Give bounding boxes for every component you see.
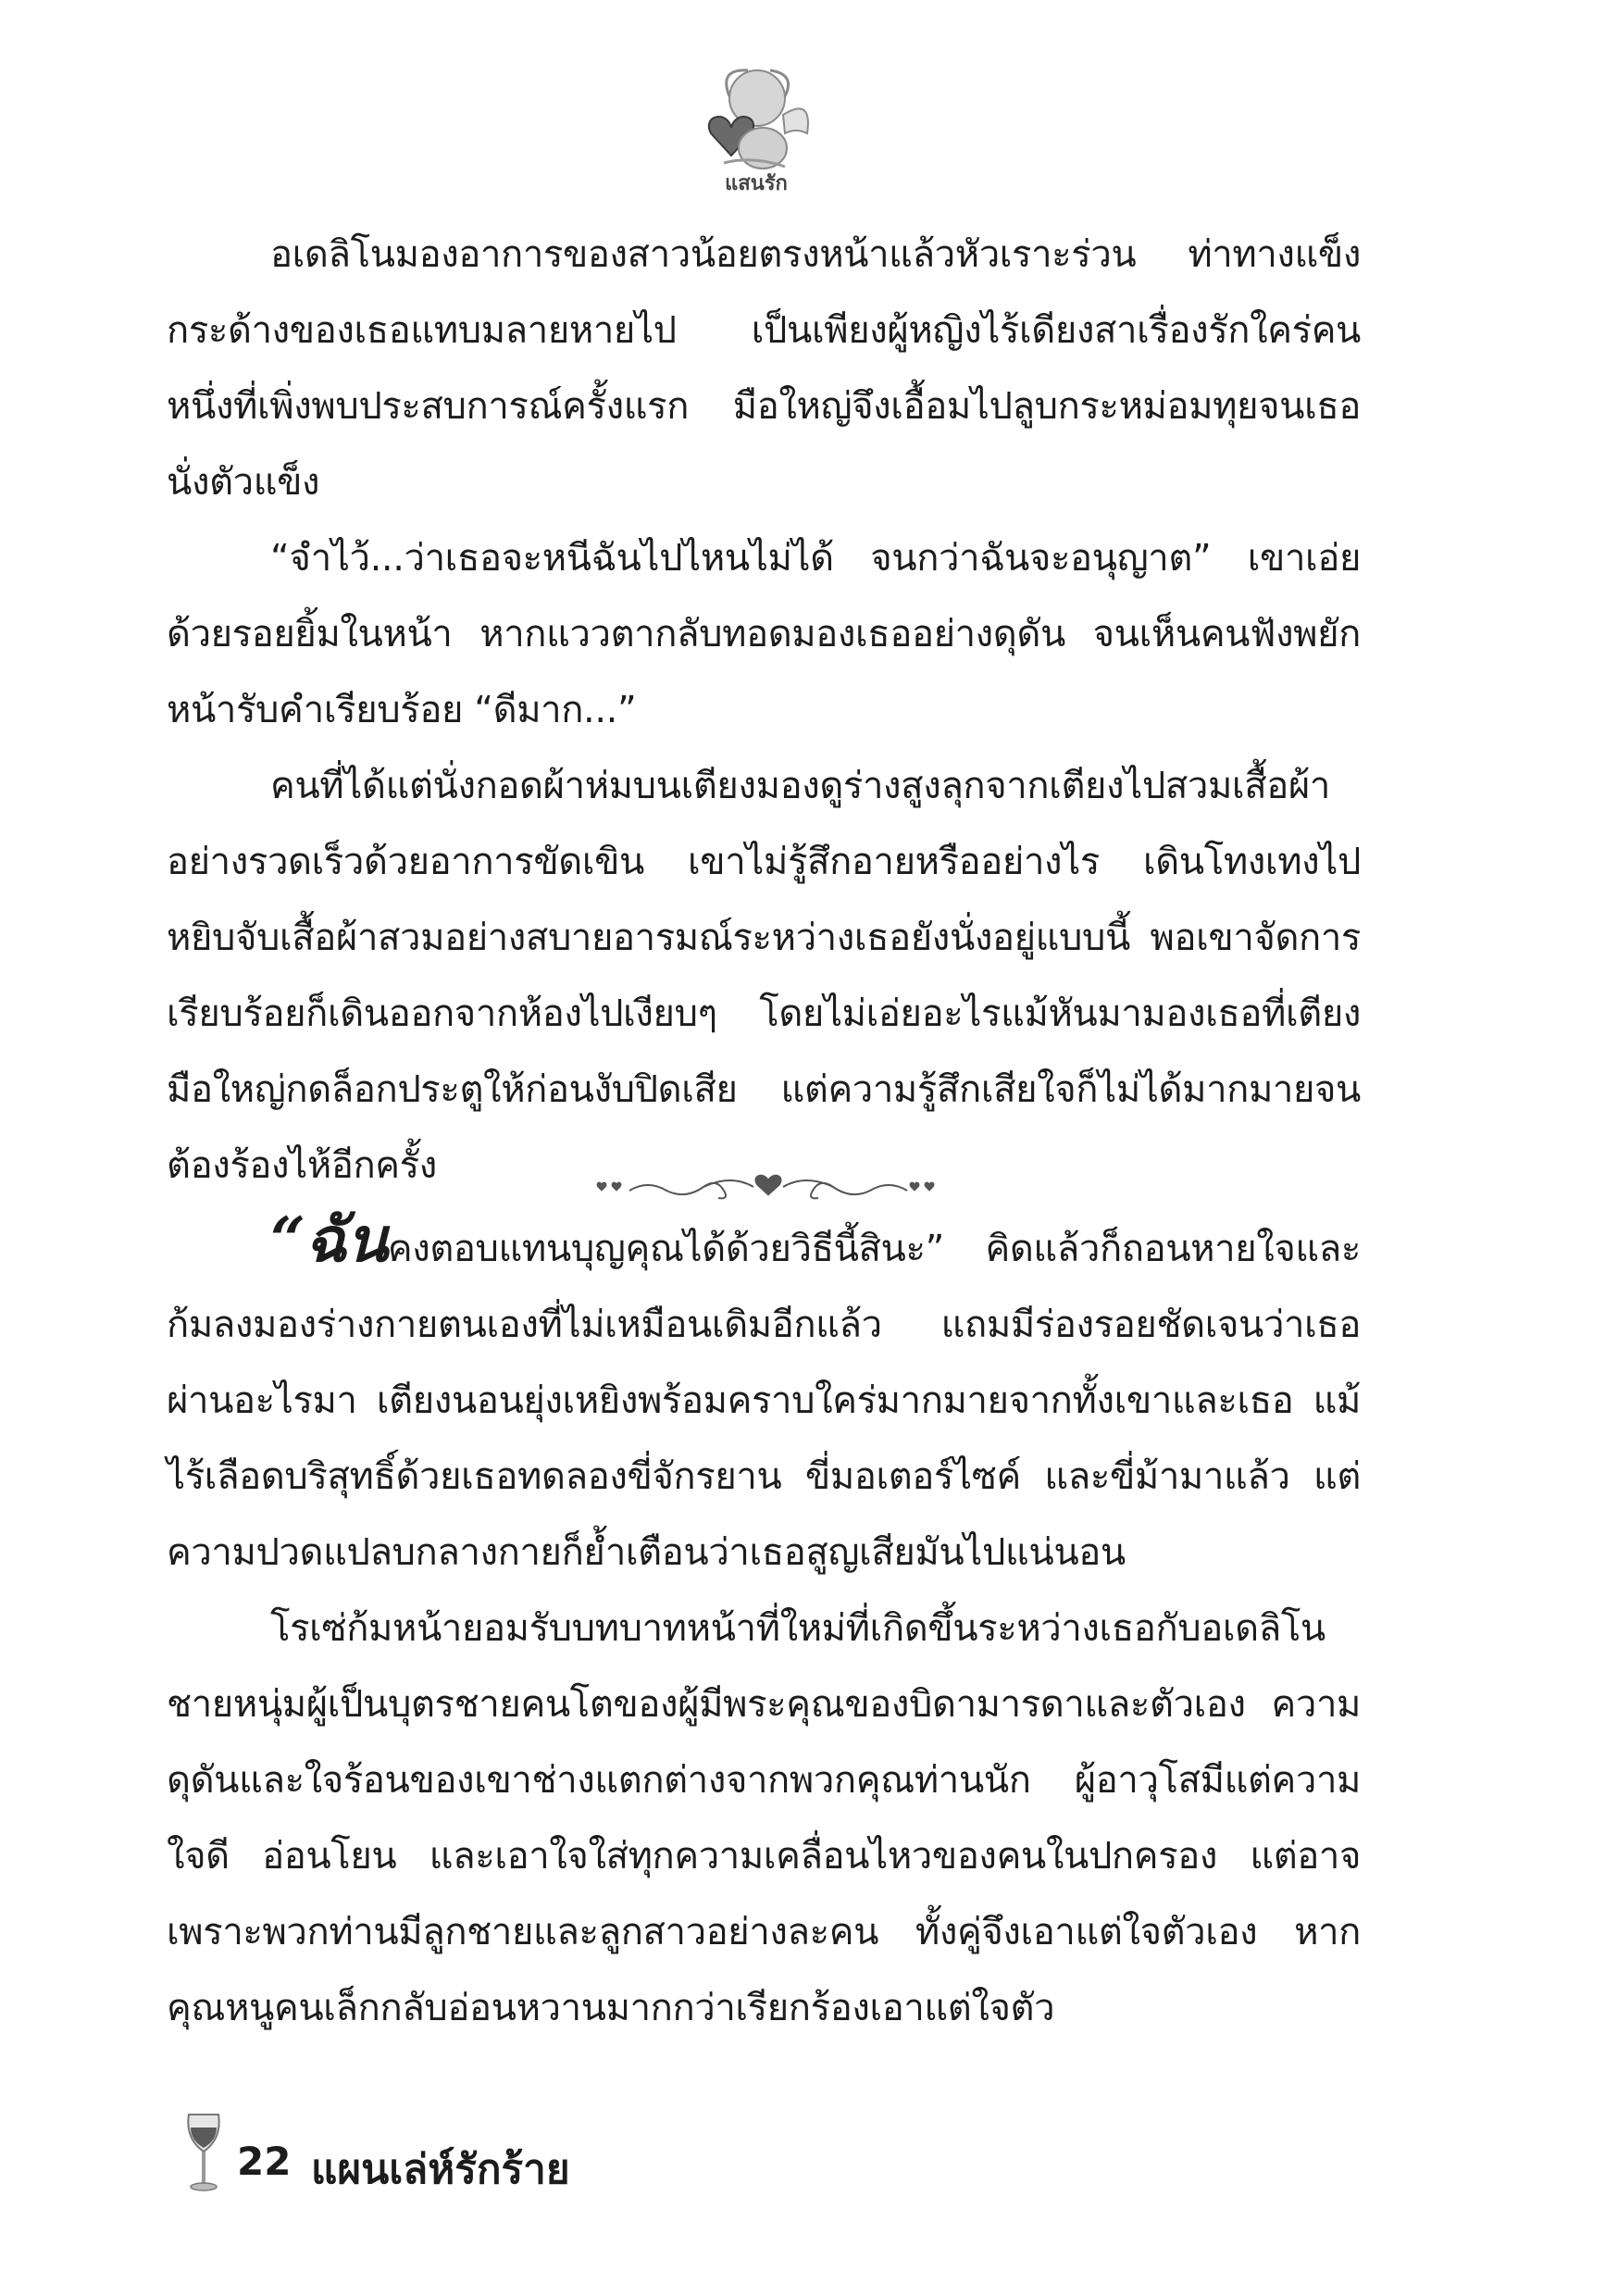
header-logo	[692, 59, 815, 198]
paragraph-5: โรเซ่ก้มหน้ายอมรับบทบาทหน้าที่ใหม่ที่เกิดขึ้นระหว่างเธอกับอเดลิโน ชายหนุ่มผู้เป็นบุตรชายคนโตของผู้มีพระคุณของบิดามารดาและตัวเอง ความดุดันและใจร้อนของเขาช่างแตกต่างจากพวกคุณท่านนัก ผู้อาวุโสมีแต่ความใจดี อ่อนโยน และเอาใจใส่ทุกความเคลื่อนไหวของคนในปกครอง แต่อาจเพราะพวกท่านมีลูกชายและลูกสาวอย่างละคน ทั้งคู่จึงเอาแต่ใจตัวเอง หากคุณหนูคนเล็กกลับอ่อนหวานมากกว่าเรียกร้องเอาแต่ใจตัว	[167, 1607, 1361, 2029]
book-title: แผนเล่ห์รักร้าย	[311, 2146, 570, 2193]
page-footer	[181, 2111, 737, 2196]
page-number: 22	[237, 2139, 292, 2184]
paragraph-4	[167, 1204, 1361, 1591]
paragraph-3: คนที่ได้แต่นั่งกอดผ้าห่มบนเตียงมองดูร่างสูงลุกจากเตียงไปสวมเสื้อผ้าอย่างรวดเร็วด้วยอาการขัดเขิน เขาไม่รู้สึกอายหรืออย่างไร เดินโทงเทงไปหยิบจับเสื้อผ้าสวมอย่างสบายอารมณ์ระหว่างเธอยังนั่งอยู่แบบนี้ พอเขาจัดการเรียบร้อยก็เดินออกจากห้องไปเงียบๆ โดยไม่เอ่ยอะไรแม้หันมามองเธอที่เตียง มือใหญ่กดล็อกประตูให้ก่อนงับปิดเสีย แต่ความรู้สึกเสียใจก็ไม่ได้มากมายจนต้องร้องไห้อีกครั้ง	[167, 765, 1361, 1187]
paragraph-2: “จำไว้...ว่าเธอจะหนีฉันไปไหนไม่ได้ จนกว่าฉันจะอนุญาต” เขาเอ่ยด้วยรอยยิ้มในหน้า หากแววตากลับทอดมองเธออย่างดุดัน จนเห็นคนฟังพยักหน้ารับคำเรียบร้อย “ดีมาก...”	[167, 537, 1361, 731]
heart-ornament-icon	[592, 1168, 944, 1205]
wine-glass-icon	[181, 2111, 226, 2194]
logo-text: แสนรัก	[725, 172, 788, 195]
text-block-2	[167, 1204, 1361, 2046]
paragraph-1: อเดลิโนมองอาการของสาวน้อยตรงหน้าแล้วหัวเราะร่วน ท่าทางแข็งกระด้างของเธอแทบมลายหายไป เป็นเพียงผู้หญิงไร้เดียงสาเรื่องรักใคร่คนหนึ่งที่เพิ่งพบประสบการณ์ครั้งแรก มือใหญ่จึงเอื้อมไปลูบกระหม่อมทุยจนเธอนั่งตัวแข็ง	[167, 233, 1361, 504]
section-divider	[592, 1168, 944, 1205]
text-block-1	[167, 217, 1361, 1204]
drop-word: “ฉัน	[270, 1204, 388, 1276]
paragraph-4-text: คงตอบแทนบุญคุณได้ด้วยวิธีนี้สินะ” คิดแล้วก็ถอนหายใจและก้มลงมองร่างกายตนเองที่ไม่เหมือนเดิมอีกแล้ว แถมมีร่องรอยชัดเจนว่าเธอผ่านอะไรมา เตียงนอนยุ่งเหยิงพร้อมคราบใคร่มากมายจากทั้งเขาและเธอ แม้ไร้เลือดบริสุทธิ์ด้วยเธอทดลองขี่จักรยาน ขี่มอเตอร์ไซค์ และขี่ม้ามาแล้ว แต่ความปวดแปลบกลางกายก็ย้ำเตือนว่าเธอสูญเสียมันไปแน่นอน	[167, 1228, 1361, 1574]
